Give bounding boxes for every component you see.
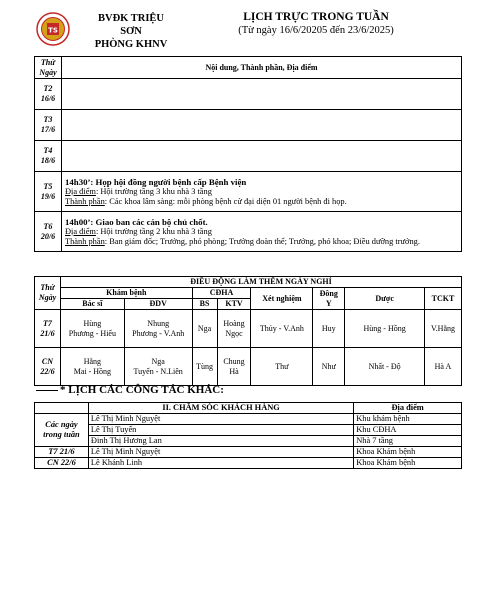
schedule-row: [35, 110, 462, 141]
customer-care-header-row: [35, 403, 462, 414]
org-line1: BVĐK TRIỆU SƠN: [97, 13, 165, 37]
weekly-schedule-table: [34, 56, 462, 252]
cell-ktv: [217, 310, 251, 348]
cell-tckt: Hà A: [424, 348, 461, 386]
cell-line: Hùng: [83, 318, 102, 328]
col-duoc: Dược: [345, 288, 425, 310]
day-date: 17/6: [40, 125, 56, 134]
cell-line: Mai - Hồng: [73, 366, 112, 376]
overtime-day: [35, 348, 61, 386]
col-dong-y-line1: Đông: [319, 288, 338, 298]
day-label: T7 21/6: [35, 447, 89, 458]
cell-cdha-bs: Nga: [192, 310, 217, 348]
hospital-logo-icon: [36, 12, 70, 46]
customer-care-row: [35, 458, 462, 469]
cell-tckt: V.Hằng: [424, 310, 461, 348]
staff-place: Khoa Khám bệnh: [354, 447, 462, 458]
cell-line: Phương - Hiếu: [68, 328, 116, 338]
staff-place: Nhà 7 tầng: [354, 436, 462, 447]
cell-line: Chung: [223, 356, 245, 366]
schedule-header-row: [35, 57, 462, 79]
schedule-content: [62, 141, 462, 172]
blank-cell: [35, 403, 89, 414]
logo-mark: TS: [48, 26, 58, 35]
overtime-title-row: [35, 277, 462, 288]
group-cdha: CĐHA: [192, 288, 251, 299]
event-place: [65, 227, 458, 237]
col-place-header: Địa điểm: [354, 403, 462, 414]
staff-name: Lê Khánh Linh: [88, 458, 353, 469]
day-date: 16/6: [40, 94, 56, 103]
schedule-content: [62, 172, 462, 212]
place-label: Địa điểm: [65, 186, 96, 196]
cell-line: Hằng: [83, 356, 102, 366]
cell-cdha-bs: Tùng: [192, 348, 217, 386]
customer-care-table: [34, 402, 462, 469]
col-tckt: TCKT: [424, 288, 461, 310]
overtime-day: [35, 310, 61, 348]
cell-line: Ngọc: [225, 328, 243, 338]
page-title: LỊCH TRỰC TRONG TUẦN: [243, 11, 389, 23]
other-tasks-heading: [36, 384, 224, 396]
page-subtitle: (Từ ngày 16/6/20205 đến 23/6/2025): [238, 25, 394, 36]
event-title: 14h00’: Giao ban các cán bộ chủ chốt.: [65, 216, 208, 227]
col-day-header: [35, 277, 61, 310]
customer-care-row: [35, 447, 462, 458]
schedule-row: [35, 212, 462, 252]
day-name: T6: [43, 221, 53, 231]
other-tasks-heading-text: * LỊCH CÁC CÔNG TÁC KHÁC:: [60, 384, 224, 396]
section-title: II. CHĂM SÓC KHÁCH HÀNG: [88, 403, 353, 414]
document-header: [0, 0, 500, 56]
place-value: : Hội trường tầng 2 khu nhà 3 tầng: [95, 226, 212, 236]
members-label: Thành phần: [65, 236, 105, 246]
members-value: : Ban giám đốc; Trưởng, phó phòng; Trưởng đoàn thể; Trưởng, phó khoa; Điều dưỡng trưởng.: [104, 236, 420, 246]
col-day-line1: Thứ: [40, 283, 55, 292]
col-day-line2: Ngày: [39, 67, 57, 77]
day-name: T7: [43, 318, 52, 328]
day-date: 22/6: [40, 366, 55, 376]
cell-bac-si: [60, 348, 124, 386]
overtime-row: [35, 348, 462, 386]
schedule-content: [62, 212, 462, 252]
staff-name: Đinh Thị Hương Lan: [88, 436, 353, 447]
day-name: T4: [43, 146, 53, 155]
day-date: 20/6: [40, 231, 56, 241]
customer-care-row: [35, 425, 462, 436]
cell-line: Hoàng: [223, 318, 245, 328]
cell-ddv: [124, 310, 192, 348]
col-day-line2: Ngày: [38, 293, 57, 302]
org-name: [86, 12, 176, 51]
members-value: : Các khoa lâm sàng: mỗi phòng bệnh cử đại diện 01 người bệnh đi họp.: [104, 196, 347, 206]
overtime-title: ĐIỀU ĐỘNG LÀM THÊM NGÀY NGHỈ: [60, 277, 461, 288]
overtime-row: [35, 310, 462, 348]
overtime-group-row: [35, 288, 462, 299]
day-label: CN 22/6: [35, 458, 89, 469]
day-name: T2: [43, 84, 53, 93]
cell-dong-y: Huy: [313, 310, 345, 348]
overtime-table: [34, 276, 462, 386]
weekday-group-line1: Các ngày: [45, 420, 78, 429]
customer-care-row: [35, 414, 462, 425]
col-dong-y: [313, 288, 345, 310]
day-name: T5: [43, 181, 53, 191]
day-name: T3: [43, 115, 53, 124]
day-date: 21/6: [40, 328, 55, 338]
day-name: CN: [41, 356, 54, 366]
group-kham-benh: Khám bệnh: [60, 288, 192, 299]
sub-bs: BS: [192, 299, 217, 310]
day-date: 19/6: [40, 191, 56, 201]
schedule-day: [35, 79, 62, 110]
staff-place: Khu CĐHA: [354, 425, 462, 436]
staff-name: Lê Thị Minh Nguyệt: [88, 414, 353, 425]
col-content-header: Nội dung, Thành phần, Địa điểm: [62, 57, 462, 79]
schedule-day: [35, 141, 62, 172]
schedule-day: [35, 212, 62, 252]
schedule-content: [62, 110, 462, 141]
cell-line: Nga: [151, 356, 165, 366]
cell-xet-nghiem: Thư: [251, 348, 313, 386]
day-date: 18/6: [40, 156, 56, 165]
cell-line: Nhung: [147, 318, 170, 328]
schedule-row: [35, 141, 462, 172]
schedule-content: [62, 79, 462, 110]
event-members: [65, 197, 458, 207]
staff-name: Lê Thị Minh Nguyệt: [88, 447, 353, 458]
staff-place: Khu khám bệnh: [354, 414, 462, 425]
staff-name: Lê Thị Tuyến: [88, 425, 353, 436]
org-line2: PHÒNG KHNV: [94, 39, 168, 50]
sub-bac-si: Bác sĩ: [60, 299, 124, 310]
weekday-group-line2: trong tuần: [43, 430, 80, 439]
cell-line: Phương - V.Anh: [132, 328, 185, 338]
col-xet-nghiem: Xét nghiệm: [251, 288, 313, 310]
schedule-day: [35, 110, 62, 141]
sub-ddv: ĐDV: [124, 299, 192, 310]
col-day-line1: Thứ: [40, 57, 56, 67]
schedule-day: [35, 172, 62, 212]
cell-bac-si: [60, 310, 124, 348]
cell-line: Tuyến - N.Liên: [133, 366, 183, 376]
cell-duoc: Nhất - Độ: [345, 348, 425, 386]
place-label: Địa điểm: [65, 226, 96, 236]
cell-ktv: [217, 348, 251, 386]
place-value: : Hội trường tầng 3 khu nhà 3 tầng: [95, 186, 212, 196]
sub-ktv: KTV: [217, 299, 251, 310]
customer-care-row: [35, 436, 462, 447]
cell-duoc: Hùng - Hồng: [345, 310, 425, 348]
col-dong-y-line2: Y: [325, 298, 332, 308]
event-title: 14h30’: Họp hội đồng người bệnh cấp Bệnh viện: [65, 176, 247, 187]
cell-xet-nghiem: Thủy - V.Anh: [251, 310, 313, 348]
staff-place: Khoa Khám bệnh: [354, 458, 462, 469]
members-label: Thành phần: [65, 196, 105, 206]
schedule-row: [35, 172, 462, 212]
cell-line: Hà: [229, 366, 239, 376]
event-members: [65, 237, 458, 247]
cell-ddv: [124, 348, 192, 386]
schedule-row: [35, 79, 462, 110]
cell-dong-y: Như: [313, 348, 345, 386]
weekday-group-label: [35, 414, 89, 447]
col-day-header: [35, 57, 62, 79]
event-place: [65, 187, 458, 197]
heading-rule: [36, 390, 58, 391]
